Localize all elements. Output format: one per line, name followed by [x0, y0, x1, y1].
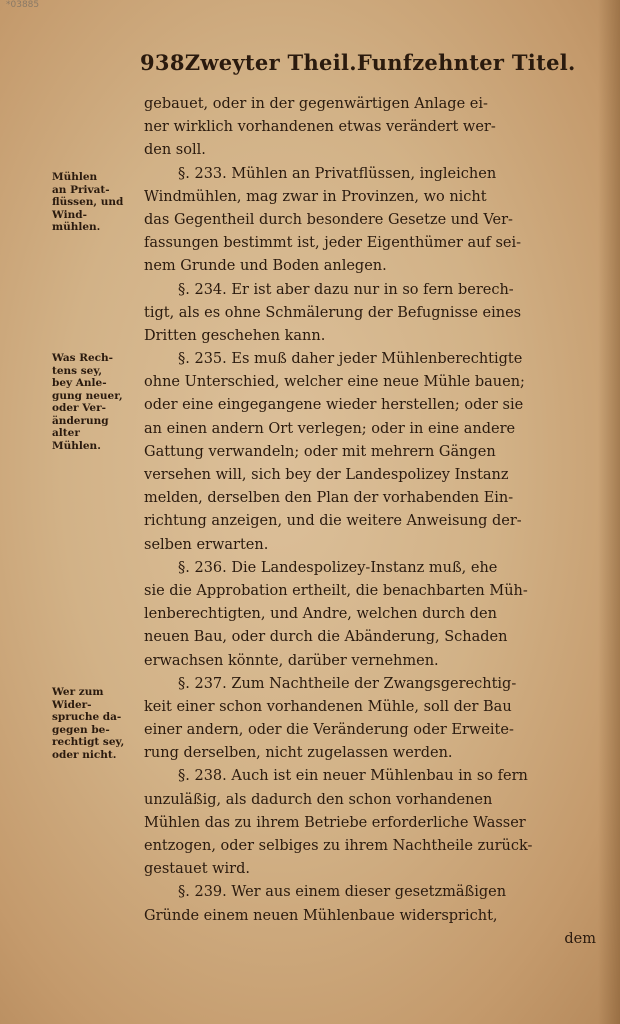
paragraph-235-start: §. 235. Es muß daher jeder Mühlenberechtigte — [178, 351, 523, 368]
page-number: 938 — [140, 50, 185, 75]
text-line: rung derselben, nicht zugelassen werden. — [144, 745, 453, 762]
marginal-line: mühlen. — [52, 221, 101, 233]
text-line: entzogen, oder selbiges zu ihrem Nachtheile zurück- — [144, 838, 533, 854]
part-title: Zweyter Theil. — [184, 50, 357, 75]
text-line: den soll. — [144, 142, 206, 159]
marginal-note-mills-private-rivers — [52, 171, 140, 234]
marginal-line: tens sey, — [52, 364, 103, 377]
text-line: melden, derselben den Plan der vorhabenden Ein- — [144, 490, 514, 507]
text-line: oder eine eingegangene wieder herstellen; oder sie — [144, 397, 524, 414]
marginal-line: bey Anle- — [52, 377, 107, 389]
text-line: tigt, als es ohne Schmälerung der Befugnisse eines — [144, 304, 522, 321]
marginal-line: flüssen, und — [52, 196, 124, 208]
marginal-line: oder Ver- — [52, 402, 106, 414]
paragraph-239-start: §. 239. Wer aus einem dieser gesetzmäßigen — [178, 884, 507, 901]
text-line: Dritten geschehen kann. — [144, 327, 326, 344]
paragraph-234-start: §. 234. Er ist aber dazu nur in so fern berech- — [178, 281, 514, 298]
paragraph-233-start: §. 233. Mühlen an Privatflüssen, ingleichen — [178, 165, 497, 182]
marginal-line: Wider- — [52, 698, 92, 711]
text-line: fassungen bestimmt ist, jeder Eigenthümer auf sei- — [144, 235, 522, 252]
chapter-title: Funfzehnter Titel. — [356, 50, 576, 75]
text-line: das Gegentheil durch besondere Gesetze und Ver- — [144, 211, 513, 228]
marginal-line: änderung — [52, 414, 109, 427]
library-stamp: *03885 — [6, 0, 40, 10]
text-line: sie die Approbation ertheilt, die benachbarten Müh- — [144, 582, 528, 599]
text-line: ner wirklich vorhandenen etwas verändert wer- — [144, 119, 496, 136]
marginal-note-new-mills — [52, 352, 140, 452]
paragraph-237-start: §. 237. Zum Nachtheile der Zwangsgerechtig- — [178, 675, 517, 692]
text-line: lenberechtigten, und Andre, welchen durch den — [144, 606, 497, 623]
catchword: dem — [564, 930, 596, 947]
marginal-line: gegen be- — [52, 723, 110, 736]
text-line: Gattung verwandeln; oder mit mehrern Gängen — [144, 443, 496, 460]
text-line: ohne Unterschied, welcher eine neue Mühle bauen; — [144, 374, 525, 391]
text-line: versehen will, sich bey der Landespolizey Instanz — [144, 467, 509, 483]
text-line: an einen andern Ort verlegen; oder in eine andere — [144, 420, 516, 437]
marginal-line: gung neuer, — [52, 389, 123, 402]
text-line: Gründe einem neuen Mühlenbaue widerspricht, — [144, 907, 498, 924]
text-line: gebauet, oder in der gegenwärtigen Anlage ei- — [144, 96, 488, 112]
body-text — [144, 93, 604, 951]
marginal-line: spruche da- — [52, 711, 122, 723]
text-line: nem Grunde und Boden anlegen. — [144, 258, 387, 275]
marginal-line: Mühlen. — [52, 439, 101, 452]
text-line: selben erwarten. — [144, 536, 269, 553]
marginal-line: rechtigt sey, — [52, 736, 125, 748]
paragraph-238-start: §. 238. Auch ist ein neuer Mühlenbau in so fern — [178, 768, 528, 785]
text-line: Mühlen das zu ihrem Betriebe erforderliche Wasser — [144, 814, 526, 831]
text-line: gestauet wird. — [144, 861, 251, 878]
marginal-line: Was Rech- — [52, 352, 114, 364]
text-line: unzuläßig, als dadurch den schon vorhandenen — [144, 791, 493, 808]
marginal-line: Wind- — [52, 208, 87, 221]
running-header — [140, 50, 576, 75]
marginal-line: Mühlen — [52, 171, 98, 183]
marginal-line: Wer zum — [52, 686, 104, 698]
text-line: keit einer schon vorhandenen Mühle, soll der Bau — [144, 698, 512, 715]
marginal-line: oder nicht. — [52, 748, 117, 761]
marginal-line: an Privat- — [52, 183, 110, 196]
text-line: richtung anzeigen, und die weitere Anweisung der- — [144, 513, 522, 530]
text-line: neuen Bau, oder durch die Abänderung, Schaden — [144, 629, 508, 646]
text-line: einer andern, oder die Veränderung oder Erweite- — [144, 722, 514, 739]
marginal-line: alter — [52, 427, 80, 439]
text-line: erwachsen könnte, darüber vernehmen. — [144, 652, 439, 669]
paragraph-236-start: §. 236. Die Landespolizey-Instanz muß, ehe — [178, 559, 498, 576]
text-line: Windmühlen, mag zwar in Provinzen, wo nicht — [144, 188, 487, 205]
marginal-note-objection-right — [52, 686, 140, 761]
